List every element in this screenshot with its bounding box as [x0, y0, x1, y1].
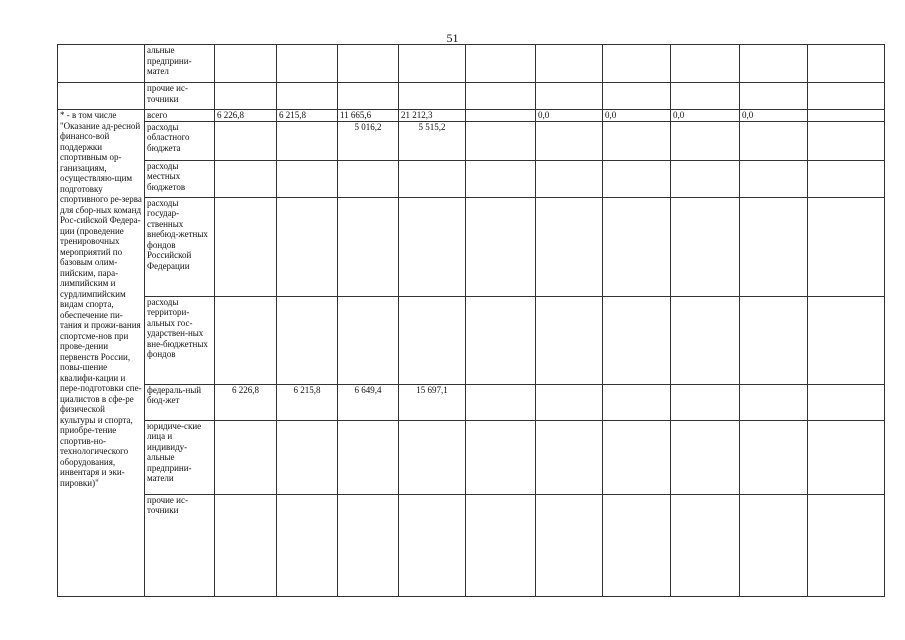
value-cell: [215, 420, 277, 494]
description-cell: [58, 45, 145, 83]
value-cell: [671, 45, 740, 83]
value-cell: [338, 83, 399, 110]
table-row: [58, 420, 885, 494]
value-cell: [808, 45, 885, 83]
value-cell: [277, 296, 338, 384]
value-cell: [466, 384, 536, 420]
source-cell: юридиче-ские лица и индивиду-альные предприни-матели: [145, 420, 215, 494]
value-cell: [603, 197, 671, 296]
value-cell: [466, 83, 536, 110]
value-cell: [277, 121, 338, 160]
value-cell: [808, 420, 885, 494]
value-cell: [536, 494, 603, 596]
value-cell: [603, 45, 671, 83]
value-cell: 15 697,1: [399, 384, 466, 420]
value-cell: [740, 197, 808, 296]
value-cell: 6 215,8: [277, 110, 338, 122]
value-cell: [277, 160, 338, 197]
value-cell: [466, 420, 536, 494]
value-cell: 5 016,2: [338, 121, 399, 160]
value-cell: 0,0: [603, 110, 671, 122]
value-cell: [740, 494, 808, 596]
value-cell: 6 226,8: [215, 110, 277, 122]
value-cell: 0,0: [671, 110, 740, 122]
value-cell: [671, 83, 740, 110]
value-cell: [399, 197, 466, 296]
table-row: [58, 296, 885, 384]
value-cell: [603, 384, 671, 420]
table-row: [58, 45, 885, 83]
value-cell: [808, 296, 885, 384]
value-cell: [277, 45, 338, 83]
value-cell: [603, 83, 671, 110]
value-cell: [808, 83, 885, 110]
value-cell: [808, 121, 885, 160]
value-cell: 6 226,8: [215, 384, 277, 420]
value-cell: [808, 110, 885, 122]
table-row: [58, 83, 885, 110]
value-cell: [466, 121, 536, 160]
financing-table: [57, 44, 885, 597]
value-cell: [671, 296, 740, 384]
value-cell: [338, 296, 399, 384]
value-cell: [740, 121, 808, 160]
value-cell: [603, 420, 671, 494]
source-cell: расходы местных бюджетов: [145, 160, 215, 197]
value-cell: [399, 160, 466, 197]
value-cell: [808, 160, 885, 197]
program-description: * - в том числе "Оказание ад-ресной финансо-вой поддержки спортивным ор-ганизациям, осуществляю-щим подготовку спортивного ре-зерва для сбор-ных команд Рос-сийской Федера-ции (проведение тренировочных мероприятий по базовым олим-пийским, пара-лимпийским и сурдлимпийским видам спорта, обеспечение пи-тания и прожи-вания спортсме-нов при прове-дении первенств России, повы-шение квалифи-кации и пере-подготовки спе-циалистов в сфе-ре физической культуры и спорта, приобре-тение спортив-но-технологического оборудования, инвентаря и эки-пировки)": [58, 110, 145, 597]
value-cell: [399, 494, 466, 596]
value-cell: [338, 494, 399, 596]
table-row: [58, 110, 885, 122]
value-cell: [215, 83, 277, 110]
description-cell: [58, 83, 145, 110]
value-cell: [399, 296, 466, 384]
source-cell: всего: [145, 110, 215, 122]
value-cell: [277, 197, 338, 296]
value-cell: [466, 160, 536, 197]
value-cell: [603, 121, 671, 160]
source-cell: прочие ис-точники: [145, 83, 215, 110]
table-row: [58, 121, 885, 160]
value-cell: [466, 296, 536, 384]
source-cell: расходы областного бюджета: [145, 121, 215, 160]
value-cell: [808, 494, 885, 596]
value-cell: [671, 197, 740, 296]
source-cell: прочие ис-точники: [145, 494, 215, 596]
value-cell: [277, 420, 338, 494]
value-cell: [603, 494, 671, 596]
table-row: [58, 494, 885, 596]
value-cell: [466, 494, 536, 596]
value-cell: [399, 45, 466, 83]
value-cell: [671, 384, 740, 420]
source-cell: расходы территори-альных гос-ударствен-ных вне-бюджетных фондов: [145, 296, 215, 384]
value-cell: [536, 384, 603, 420]
value-cell: [536, 420, 603, 494]
value-cell: [399, 83, 466, 110]
value-cell: [466, 110, 536, 122]
value-cell: [740, 83, 808, 110]
value-cell: [399, 420, 466, 494]
value-cell: [466, 197, 536, 296]
value-cell: [671, 494, 740, 596]
value-cell: 11 665,6: [338, 110, 399, 122]
source-cell: альные предприни-мател: [145, 45, 215, 83]
table-row: [58, 160, 885, 197]
value-cell: [808, 197, 885, 296]
value-cell: [671, 420, 740, 494]
value-cell: [536, 160, 603, 197]
value-cell: [338, 197, 399, 296]
value-cell: [338, 45, 399, 83]
value-cell: [740, 160, 808, 197]
value-cell: [603, 296, 671, 384]
value-cell: [215, 296, 277, 384]
value-cell: [740, 296, 808, 384]
value-cell: 0,0: [536, 110, 603, 122]
value-cell: [671, 160, 740, 197]
value-cell: [536, 296, 603, 384]
value-cell: [215, 121, 277, 160]
value-cell: [740, 420, 808, 494]
table-row: [58, 384, 885, 420]
value-cell: 6 649,4: [338, 384, 399, 420]
table-body: [58, 45, 885, 597]
value-cell: [338, 160, 399, 197]
value-cell: [740, 384, 808, 420]
value-cell: 21 212,3: [399, 110, 466, 122]
value-cell: [671, 121, 740, 160]
table-row: [58, 197, 885, 296]
value-cell: [215, 197, 277, 296]
source-cell: расходы государ-ственных внебюд-жетных фондов Российской Федерации: [145, 197, 215, 296]
value-cell: [536, 83, 603, 110]
value-cell: [215, 45, 277, 83]
value-cell: [808, 384, 885, 420]
value-cell: [466, 45, 536, 83]
value-cell: [536, 197, 603, 296]
value-cell: 5 515,2: [399, 121, 466, 160]
value-cell: [536, 45, 603, 83]
value-cell: [338, 420, 399, 494]
value-cell: [536, 121, 603, 160]
value-cell: [603, 160, 671, 197]
value-cell: [277, 83, 338, 110]
source-cell: федераль-ный бюд-жет: [145, 384, 215, 420]
value-cell: [277, 494, 338, 596]
value-cell: 6 215,8: [277, 384, 338, 420]
page-number: 51: [446, 31, 459, 45]
value-cell: 0,0: [740, 110, 808, 122]
value-cell: [740, 45, 808, 83]
value-cell: [215, 494, 277, 596]
value-cell: [215, 160, 277, 197]
